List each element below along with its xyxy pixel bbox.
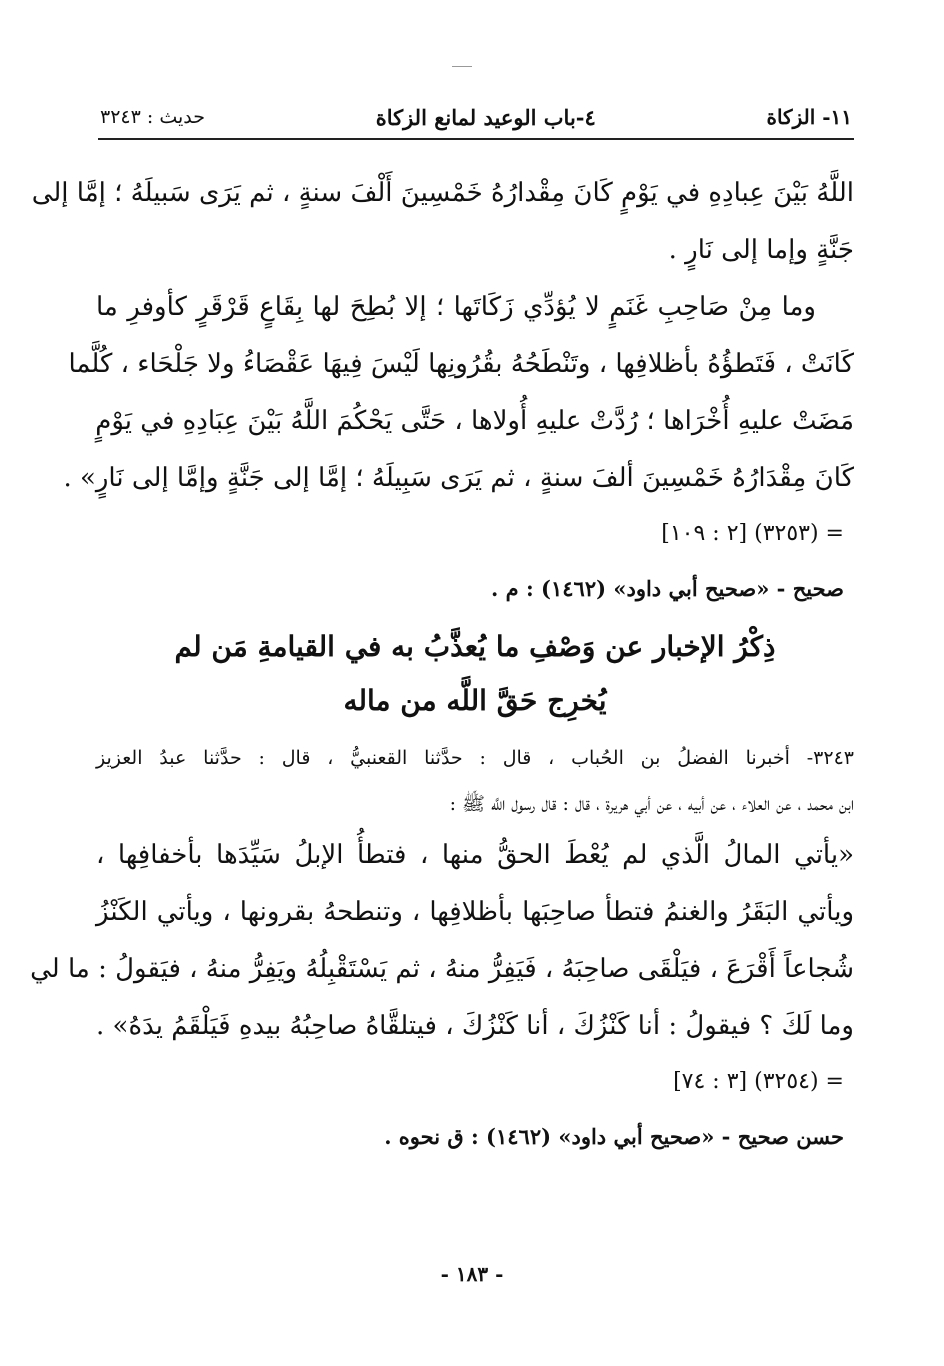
running-header xyxy=(100,98,852,136)
grading-line: صحيح - «صحيح أبي داود» (١٤٦٢) : م . xyxy=(491,576,844,601)
section-heading: يُخرِج حَقَّ اللَّه من ماله xyxy=(343,684,607,717)
top-mark xyxy=(452,66,472,67)
grading-line: حسن صحيح - «صحيح أبي داود» (١٤٦٢) : ق نحوه . xyxy=(384,1124,844,1149)
text-line: شُجاعاً أَقْرَعَ ، فيَلْقَى صاحِبَهُ ، فَيَفِرُّ منهُ ، ثم يَسْتَقْبِلُهُ ويَفِرُّ منهُ ، فيَقولُ : ما لي xyxy=(30,954,854,984)
text-line: «يأتي المالُ الَّذي لم يُعْطَ الحقُّ منها ، فتطأُ الإبلُ سَيِّدَها بأخفافِها ، xyxy=(96,840,854,870)
header-rule xyxy=(98,138,854,140)
text-line: وما مِنْ صَاحِبِ غَنَمٍ لا يُؤدِّي زَكَاتَها ؛ إلا بُطِحَ لها بِقَاعٍ قَرْقَرٍ كأوفرِ ما xyxy=(96,292,816,322)
text-line: ويأتي البَقَرُ والغنمُ فتطأ صاحِبَها بأظلافِها ، وتنطحهُ بقرونها ، ويأتي الكَنْزُ xyxy=(96,897,854,927)
reference-line: = (٣٢٥٣) [٢ : ١٠٩] xyxy=(661,521,844,546)
text-line: جَنَّةٍ وإما إلى نَارٍ . xyxy=(668,235,854,265)
text-line: وما لَكَ ؟ فيقولُ : أنا كَنْزُكَ ، أنا كَنْزُكَ ، فيتلقَّاهُ صاحِبُهُ بيدهِ فَيَلْقَمُ يدَهُ» . xyxy=(96,1011,854,1041)
header-book-title: ١١- الزكاة xyxy=(766,105,852,129)
text-line: مَضَتْ عليهِ أُخْرَاها ؛ رُدَّتْ عليهِ أُولاها ، حَتَّى يَحْكُمَ اللَّهُ بَيْنَ عِبَادِهِ في يَوْمٍ xyxy=(95,406,854,436)
page-number: - ١٨٣ - xyxy=(440,1262,504,1286)
section-heading: ذِكْرُ الإخبار عن وَصْفِ ما يُعذَّبُ به في القيامةِ مَن لم xyxy=(174,630,776,663)
header-hadith-number: حديث : ٣٢٤٣ xyxy=(100,106,205,128)
header-chapter-title: ٤-باب الوعيد لمانع الزكاة xyxy=(375,104,596,130)
text-line: كَانَ مِقْدَارُهُ خَمْسِينَ ألفَ سنةٍ ، ثم يَرَى سَبِيلَهُ ؛ إمَّا إلى جَنَّةٍ وإمَّا إلى نَارٍ» . xyxy=(63,463,854,493)
isnad-line: ٣٢٤٣- أخبرنا الفضلُ بن الحُباب ، قال : حدَّثنا القعنبيُّ ، قال : حدَّثنا عبدُ العزيز xyxy=(96,747,854,769)
reference-line: = (٣٢٥٤) [٣ : ٧٤] xyxy=(673,1069,844,1094)
text-line: اللَّهُ بَيْنَ عِبادِهِ في يَوْمٍ كَانَ مِقْدارُهُ خَمْسِينَ أَلْفَ سنةٍ ، ثم يَرَى سَبيلَهُ ؛ إمَّا إلى xyxy=(31,178,854,208)
text-line: كَانَتْ ، فَتَطؤُهُ بأظلافِها ، وتَنْطَحُهُ بقُرُونِها لَيْسَ فِيهَا عَقْصَاءُ ولا جَلْحَاء ، كُلَّما xyxy=(68,349,854,379)
page-body xyxy=(30,165,854,1165)
isnad-line: ابن محمد ، عن العلاء ، عن أبيه ، عن أبي هريرة ، قال : قال رسول اللَّه ﷺ : xyxy=(449,793,854,815)
